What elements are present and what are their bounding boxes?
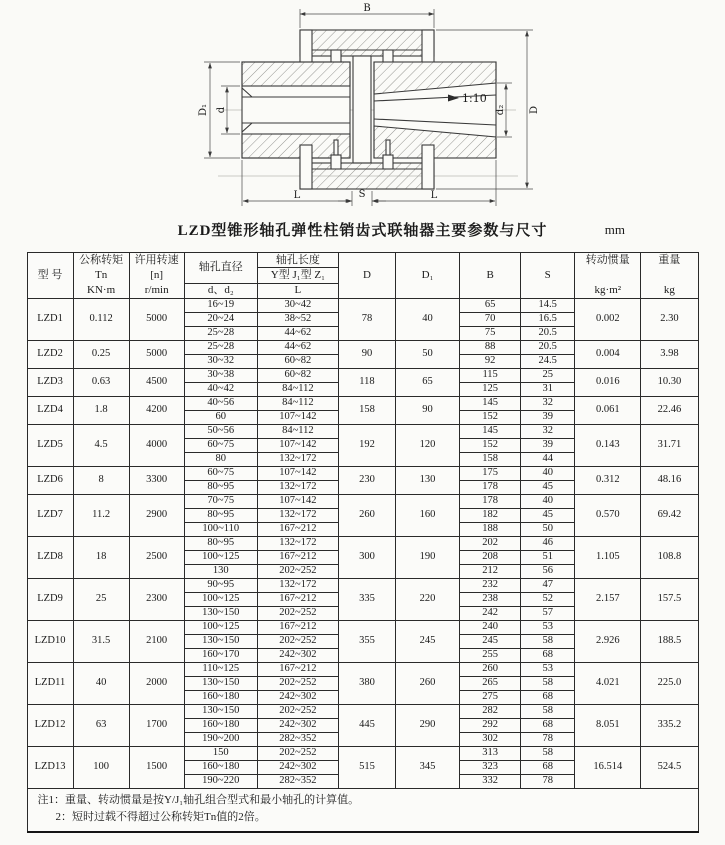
B-cell: 302 xyxy=(460,733,521,747)
B-cell: 202 xyxy=(460,537,521,551)
bore-dia-cell: 130 xyxy=(184,565,257,579)
S-cell: 68 xyxy=(521,691,575,705)
weight-cell: 524.5 xyxy=(641,747,698,789)
coupling-geometry xyxy=(242,30,496,189)
speed-cell: 2900 xyxy=(129,495,184,537)
spec-row xyxy=(27,495,698,509)
speed-cell: 2000 xyxy=(129,663,184,705)
inertia-cell: 0.061 xyxy=(575,397,641,425)
model-cell: LZD7 xyxy=(27,495,73,537)
torque-cell: 8 xyxy=(73,467,129,495)
inertia-cell: 1.105 xyxy=(575,537,641,579)
bore-len-cell: 202~252 xyxy=(257,705,338,719)
bore-len-cell: 132~172 xyxy=(257,453,338,467)
bore-len-cell: 44~62 xyxy=(257,341,338,355)
weight-cell: 48.16 xyxy=(641,467,698,495)
dim-label-d1: D₁ xyxy=(198,103,209,117)
bore-dia-cell: 160~180 xyxy=(184,691,257,705)
B-cell: 152 xyxy=(460,439,521,453)
S-cell: 31 xyxy=(521,383,575,397)
D1-cell: 160 xyxy=(396,495,460,537)
S-cell: 68 xyxy=(521,719,575,733)
spec-row xyxy=(27,299,698,313)
speed-cell: 4500 xyxy=(129,369,184,397)
torque-cell: 0.112 xyxy=(73,299,129,341)
header-D1: D₁ xyxy=(396,253,460,299)
spec-table-notes xyxy=(27,789,698,833)
bore-dia-cell: 50~56 xyxy=(184,425,257,439)
coupling-drawing-svg xyxy=(0,0,725,215)
S-cell: 58 xyxy=(521,635,575,649)
bore-len-cell: 107~142 xyxy=(257,411,338,425)
bore-len-cell: 242~302 xyxy=(257,761,338,775)
B-cell: 115 xyxy=(460,369,521,383)
notes-cell xyxy=(27,789,698,833)
model-cell: LZD10 xyxy=(27,621,73,663)
B-cell: 152 xyxy=(460,411,521,425)
torque-cell: 18 xyxy=(73,537,129,579)
dim-label-d2: d₂ xyxy=(495,104,506,116)
inertia-cell: 8.051 xyxy=(575,705,641,747)
B-cell: 292 xyxy=(460,719,521,733)
speed-cell: 2100 xyxy=(129,621,184,663)
bore-dia-cell: 30~38 xyxy=(184,369,257,383)
header-model: 型 号 xyxy=(27,253,73,299)
B-cell: 245 xyxy=(460,635,521,649)
D1-cell: 245 xyxy=(396,621,460,663)
bore-dia-cell: 130~150 xyxy=(184,705,257,719)
spec-row xyxy=(27,425,698,439)
B-cell: 65 xyxy=(460,299,521,313)
weight-cell: 225.0 xyxy=(641,663,698,705)
S-cell: 45 xyxy=(521,509,575,523)
D1-cell: 90 xyxy=(396,397,460,425)
bore-len-cell: 38~52 xyxy=(257,313,338,327)
D-cell: 158 xyxy=(338,397,395,425)
notes-row xyxy=(27,789,698,833)
spec-row xyxy=(27,705,698,719)
S-cell: 16.5 xyxy=(521,313,575,327)
model-cell: LZD3 xyxy=(27,369,73,397)
D1-cell: 120 xyxy=(396,425,460,467)
S-cell: 58 xyxy=(521,747,575,761)
speed-cell: 5000 xyxy=(129,341,184,369)
D1-cell: 190 xyxy=(396,537,460,579)
header-weight xyxy=(641,253,698,299)
D-cell: 78 xyxy=(338,299,395,341)
header-torque xyxy=(73,253,129,299)
bore-dia-cell: 100~125 xyxy=(184,593,257,607)
header-bore-len: 轴孔长度 xyxy=(257,253,338,268)
S-cell: 32 xyxy=(521,397,575,411)
B-cell: 208 xyxy=(460,551,521,565)
bore-len-cell: 202~252 xyxy=(257,747,338,761)
B-cell: 70 xyxy=(460,313,521,327)
weight-cell: 108.8 xyxy=(641,537,698,579)
S-cell: 53 xyxy=(521,621,575,635)
bore-dia-cell: 190~220 xyxy=(184,775,257,789)
bore-dia-cell: 160~170 xyxy=(184,649,257,663)
S-cell: 39 xyxy=(521,411,575,425)
B-cell: 125 xyxy=(460,383,521,397)
spec-table-body xyxy=(27,299,698,789)
dim-label-s: S xyxy=(358,189,366,200)
B-cell: 332 xyxy=(460,775,521,789)
inertia-cell: 16.514 xyxy=(575,747,641,789)
speed-cell: 4000 xyxy=(129,425,184,467)
torque-cell: 0.25 xyxy=(73,341,129,369)
speed-cell: 3300 xyxy=(129,467,184,495)
D-cell: 445 xyxy=(338,705,395,747)
dim-label-l-left: L xyxy=(293,190,301,201)
bore-dia-cell: 80~95 xyxy=(184,481,257,495)
spec-row xyxy=(27,341,698,355)
header-inertia-unit: kg·m² xyxy=(594,284,622,296)
weight-cell: 157.5 xyxy=(641,579,698,621)
header-inertia-name: 转动惯量 xyxy=(585,254,630,266)
speed-cell: 2500 xyxy=(129,537,184,579)
bore-len-cell: 60~82 xyxy=(257,369,338,383)
D-cell: 230 xyxy=(338,467,395,495)
B-cell: 232 xyxy=(460,579,521,593)
torque-cell: 11.2 xyxy=(73,495,129,537)
bore-len-cell: 202~252 xyxy=(257,565,338,579)
weight-cell: 31.71 xyxy=(641,425,698,467)
torque-cell: 100 xyxy=(73,747,129,789)
S-cell: 57 xyxy=(521,607,575,621)
speed-cell: 1500 xyxy=(129,747,184,789)
bore-len-cell: 167~212 xyxy=(257,523,338,537)
weight-cell: 3.98 xyxy=(641,341,698,369)
S-cell: 25 xyxy=(521,369,575,383)
coupling-section-drawing xyxy=(0,0,725,215)
spec-row xyxy=(27,621,698,635)
bore-len-cell: 84~112 xyxy=(257,397,338,411)
header-bore-dia: 轴孔直径 xyxy=(184,253,257,284)
bore-dia-cell: 60~75 xyxy=(184,467,257,481)
dim-label-l-right: L xyxy=(430,190,438,201)
header-speed-symbol: [n] xyxy=(150,269,164,281)
header-weight-name: 重量 xyxy=(658,254,681,266)
bore-len-cell: 282~352 xyxy=(257,733,338,747)
bore-dia-cell: 40~56 xyxy=(184,397,257,411)
page-title: LZD型锥形轴孔弹性柱销齿式联轴器主要参数与尺寸 xyxy=(177,223,548,239)
bore-len-cell: 167~212 xyxy=(257,621,338,635)
header-torque-symbol: Tn xyxy=(94,269,108,281)
header-speed xyxy=(129,253,184,299)
D1-cell: 40 xyxy=(396,299,460,341)
dim-label-d-outer: D xyxy=(529,105,540,115)
model-cell: LZD13 xyxy=(27,747,73,789)
D1-cell: 65 xyxy=(396,369,460,397)
bore-dia-cell: 30~32 xyxy=(184,355,257,369)
header-torque-unit: KN·m xyxy=(87,284,116,296)
S-cell: 39 xyxy=(521,439,575,453)
model-cell: LZD8 xyxy=(27,537,73,579)
D-cell: 355 xyxy=(338,621,395,663)
B-cell: 158 xyxy=(460,453,521,467)
D-cell: 300 xyxy=(338,537,395,579)
bore-len-cell: 202~252 xyxy=(257,607,338,621)
B-cell: 260 xyxy=(460,663,521,677)
B-cell: 282 xyxy=(460,705,521,719)
bore-len-cell: 107~142 xyxy=(257,495,338,509)
B-cell: 313 xyxy=(460,747,521,761)
dim-label-b: B xyxy=(363,3,371,14)
bore-dia-cell: 70~75 xyxy=(184,495,257,509)
header-B: B xyxy=(460,253,521,299)
torque-cell: 25 xyxy=(73,579,129,621)
bore-len-cell: 107~142 xyxy=(257,439,338,453)
bore-len-cell: 107~142 xyxy=(257,467,338,481)
bore-dia-cell: 130~150 xyxy=(184,607,257,621)
bore-dia-cell: 110~125 xyxy=(184,663,257,677)
unit-label: mm xyxy=(604,222,625,237)
S-cell: 58 xyxy=(521,677,575,691)
spec-row xyxy=(27,663,698,677)
bore-len-cell: 132~172 xyxy=(257,579,338,593)
model-cell: LZD12 xyxy=(27,705,73,747)
S-cell: 45 xyxy=(521,481,575,495)
B-cell: 178 xyxy=(460,481,521,495)
bore-dia-cell: 25~28 xyxy=(184,341,257,355)
speed-cell: 5000 xyxy=(129,299,184,341)
S-cell: 47 xyxy=(521,579,575,593)
bore-dia-cell: 80~95 xyxy=(184,509,257,523)
B-cell: 242 xyxy=(460,607,521,621)
torque-cell: 0.63 xyxy=(73,369,129,397)
inertia-cell: 0.570 xyxy=(575,495,641,537)
bore-dia-cell: 60 xyxy=(184,411,257,425)
bore-dia-cell: 40~42 xyxy=(184,383,257,397)
D-cell: 260 xyxy=(338,495,395,537)
bore-dia-cell: 20~24 xyxy=(184,313,257,327)
bore-len-cell: 167~212 xyxy=(257,551,338,565)
inertia-cell: 4.021 xyxy=(575,663,641,705)
torque-cell: 31.5 xyxy=(73,621,129,663)
D-cell: 118 xyxy=(338,369,395,397)
S-cell: 56 xyxy=(521,565,575,579)
bore-len-cell: 242~302 xyxy=(257,691,338,705)
S-cell: 32 xyxy=(521,425,575,439)
S-cell: 68 xyxy=(521,649,575,663)
S-cell: 40 xyxy=(521,495,575,509)
S-cell: 68 xyxy=(521,761,575,775)
speed-cell: 2300 xyxy=(129,579,184,621)
speed-cell: 1700 xyxy=(129,705,184,747)
bore-len-cell: 202~252 xyxy=(257,677,338,691)
weight-cell: 335.2 xyxy=(641,705,698,747)
B-cell: 212 xyxy=(460,565,521,579)
D1-cell: 345 xyxy=(396,747,460,789)
spec-row xyxy=(27,537,698,551)
bore-dia-cell: 90~95 xyxy=(184,579,257,593)
torque-cell: 4.5 xyxy=(73,425,129,467)
torque-cell: 1.8 xyxy=(73,397,129,425)
torque-cell: 40 xyxy=(73,663,129,705)
D-cell: 515 xyxy=(338,747,395,789)
inertia-cell: 0.004 xyxy=(575,341,641,369)
S-cell: 20.5 xyxy=(521,327,575,341)
B-cell: 238 xyxy=(460,593,521,607)
spec-table xyxy=(27,252,699,833)
B-cell: 265 xyxy=(460,677,521,691)
inertia-cell: 2.926 xyxy=(575,621,641,663)
bore-len-cell: 132~172 xyxy=(257,537,338,551)
D-cell: 192 xyxy=(338,425,395,467)
bore-len-cell: 60~82 xyxy=(257,355,338,369)
model-cell: LZD5 xyxy=(27,425,73,467)
bore-dia-cell: 100~125 xyxy=(184,551,257,565)
B-cell: 188 xyxy=(460,523,521,537)
B-cell: 75 xyxy=(460,327,521,341)
B-cell: 323 xyxy=(460,761,521,775)
bore-len-cell: 242~302 xyxy=(257,719,338,733)
bore-dia-cell: 130~150 xyxy=(184,677,257,691)
B-cell: 275 xyxy=(460,691,521,705)
spec-row xyxy=(27,467,698,481)
S-cell: 51 xyxy=(521,551,575,565)
model-cell: LZD2 xyxy=(27,341,73,369)
spec-table-head xyxy=(27,253,698,299)
D-cell: 90 xyxy=(338,341,395,369)
bore-len-cell: 202~252 xyxy=(257,635,338,649)
D-cell: 380 xyxy=(338,663,395,705)
bore-len-cell: 282~352 xyxy=(257,775,338,789)
model-cell: LZD4 xyxy=(27,397,73,425)
bore-len-cell: 167~212 xyxy=(257,663,338,677)
model-cell: LZD1 xyxy=(27,299,73,341)
bore-dia-cell: 130~150 xyxy=(184,635,257,649)
inertia-cell: 0.143 xyxy=(575,425,641,467)
S-cell: 40 xyxy=(521,467,575,481)
S-cell: 46 xyxy=(521,537,575,551)
S-cell: 78 xyxy=(521,733,575,747)
weight-cell: 10.30 xyxy=(641,369,698,397)
header-D: D xyxy=(338,253,395,299)
D-cell: 335 xyxy=(338,579,395,621)
bore-len-cell: 167~212 xyxy=(257,593,338,607)
bore-dia-cell: 80 xyxy=(184,453,257,467)
header-inertia xyxy=(575,253,641,299)
bore-dia-cell: 190~200 xyxy=(184,733,257,747)
D1-cell: 260 xyxy=(396,663,460,705)
model-cell: LZD6 xyxy=(27,467,73,495)
title-row xyxy=(0,219,725,245)
spec-row xyxy=(27,397,698,411)
bore-dia-cell: 160~180 xyxy=(184,761,257,775)
S-cell: 50 xyxy=(521,523,575,537)
inertia-cell: 2.157 xyxy=(575,579,641,621)
bore-len-cell: 242~302 xyxy=(257,649,338,663)
B-cell: 145 xyxy=(460,425,521,439)
D1-cell: 220 xyxy=(396,579,460,621)
header-S: S xyxy=(521,253,575,299)
weight-cell: 69.42 xyxy=(641,495,698,537)
S-cell: 20.5 xyxy=(521,341,575,355)
torque-cell: 63 xyxy=(73,705,129,747)
S-cell: 78 xyxy=(521,775,575,789)
weight-cell: 22.46 xyxy=(641,397,698,425)
S-cell: 58 xyxy=(521,705,575,719)
header-bore-len-types: Y型 J₁型 Z₁ xyxy=(257,268,338,283)
inertia-cell: 0.002 xyxy=(575,299,641,341)
B-cell: 175 xyxy=(460,467,521,481)
header-weight-unit: kg xyxy=(663,284,675,296)
D1-cell: 50 xyxy=(396,341,460,369)
B-cell: 145 xyxy=(460,397,521,411)
S-cell: 52 xyxy=(521,593,575,607)
spec-row xyxy=(27,747,698,761)
S-cell: 14.5 xyxy=(521,299,575,313)
B-cell: 178 xyxy=(460,495,521,509)
bore-len-cell: 44~62 xyxy=(257,327,338,341)
dim-label-d-small: d xyxy=(216,106,227,114)
inertia-cell: 0.016 xyxy=(575,369,641,397)
header-speed-name: 许用转速 xyxy=(134,254,179,266)
S-cell: 44 xyxy=(521,453,575,467)
header-speed-unit: r/min xyxy=(144,284,169,296)
bore-dia-cell: 150 xyxy=(184,747,257,761)
bore-dia-cell: 25~28 xyxy=(184,327,257,341)
bore-dia-cell: 100~125 xyxy=(184,621,257,635)
inertia-cell: 0.312 xyxy=(575,467,641,495)
bore-dia-cell: 60~75 xyxy=(184,439,257,453)
header-bore-len-sub: L xyxy=(257,283,338,298)
bore-len-cell: 30~42 xyxy=(257,299,338,313)
B-cell: 255 xyxy=(460,649,521,663)
S-cell: 24.5 xyxy=(521,355,575,369)
B-cell: 240 xyxy=(460,621,521,635)
spec-row xyxy=(27,579,698,593)
weight-cell: 188.5 xyxy=(641,621,698,663)
note-1: 注1：重量、转动惯量是按Y/J₁轴孔组合型式和最小轴孔的计算值。 xyxy=(37,794,360,806)
speed-cell: 4200 xyxy=(129,397,184,425)
bore-len-cell: 132~172 xyxy=(257,481,338,495)
model-cell: LZD11 xyxy=(27,663,73,705)
bore-len-cell: 132~172 xyxy=(257,509,338,523)
bore-dia-cell: 16~19 xyxy=(184,299,257,313)
B-cell: 182 xyxy=(460,509,521,523)
bore-dia-cell: 100~110 xyxy=(184,523,257,537)
bore-len-cell: 84~112 xyxy=(257,383,338,397)
note-2: 2：短时过载不得超过公称转矩Tn值的2倍。 xyxy=(55,811,266,823)
B-cell: 88 xyxy=(460,341,521,355)
D1-cell: 130 xyxy=(396,467,460,495)
D1-cell: 290 xyxy=(396,705,460,747)
S-cell: 53 xyxy=(521,663,575,677)
spec-row xyxy=(27,369,698,383)
header-torque-name: 公称转矩 xyxy=(79,254,124,266)
bore-len-cell: 84~112 xyxy=(257,425,338,439)
header-bore-dia-sub: d、d₂ xyxy=(184,283,257,298)
bore-dia-cell: 160~180 xyxy=(184,719,257,733)
model-cell: LZD9 xyxy=(27,579,73,621)
weight-cell: 2.30 xyxy=(641,299,698,341)
bore-dia-cell: 80~95 xyxy=(184,537,257,551)
B-cell: 92 xyxy=(460,355,521,369)
taper-label: 1:10 xyxy=(462,92,487,105)
